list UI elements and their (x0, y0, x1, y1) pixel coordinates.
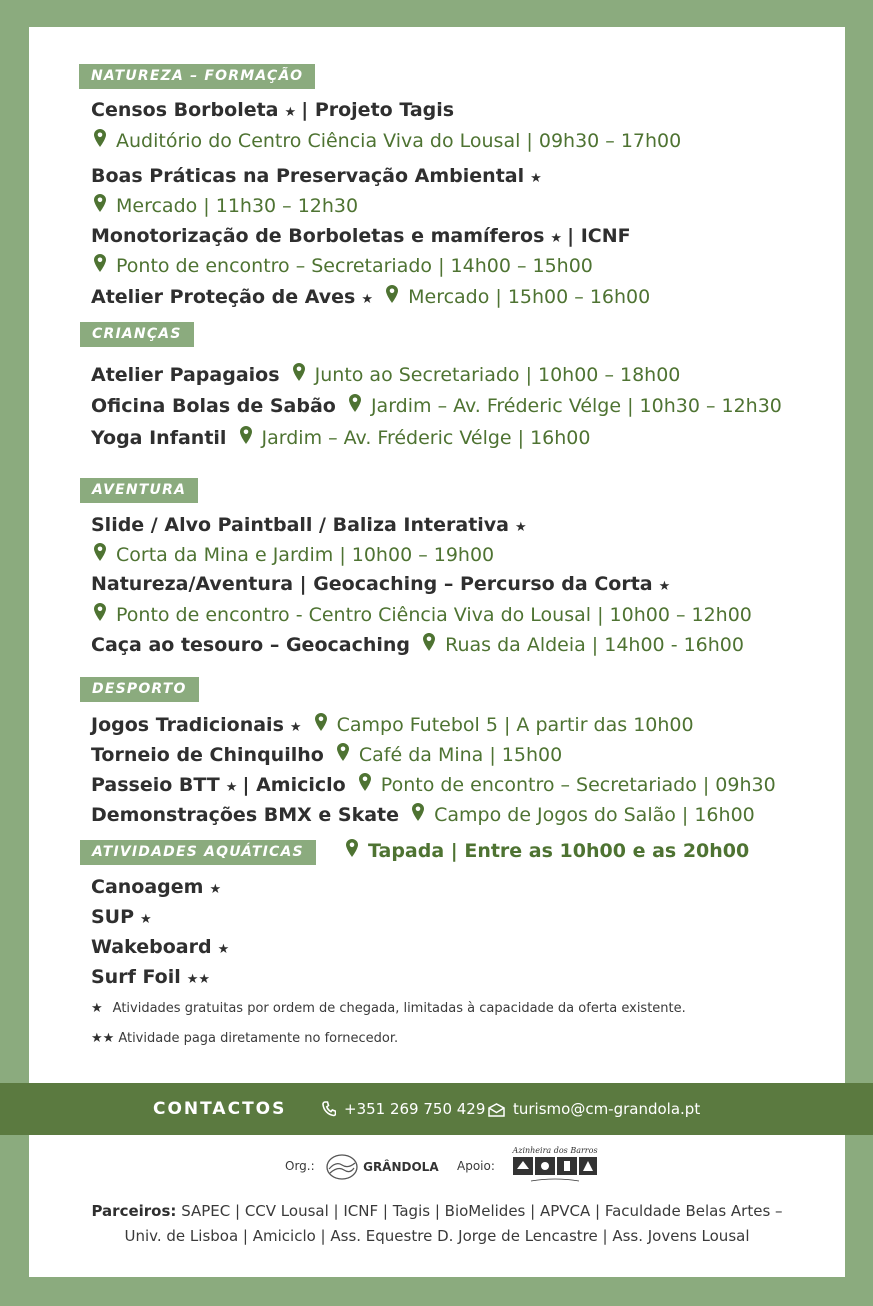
activity-row (91, 633, 744, 656)
activity-row (91, 165, 542, 187)
activity-location-row (346, 839, 749, 862)
envelope-icon (488, 1100, 513, 1118)
activity-row (91, 936, 229, 958)
star-icon: ★ (658, 579, 671, 594)
activity-title: Torneio de Chinquilho (91, 744, 324, 766)
activity-row (91, 285, 650, 308)
star-icon: ★ (361, 292, 374, 307)
map-pin-icon (423, 633, 437, 653)
activity-title: Surf Foil (91, 966, 181, 988)
partners-list: Univ. de Lisboa | Amiciclo | Ass. Equestre D. Jorge de Lencastre | Ass. Jovens Lousal (124, 1227, 750, 1245)
activity-title: Atelier Papagaios (91, 364, 280, 386)
map-pin-icon (337, 743, 351, 763)
apoio-label: Apoio: (457, 1159, 495, 1173)
activity-title: Jogos Tradicionais (91, 714, 284, 736)
star-icon: ★ (289, 720, 302, 735)
star-icon: ★★ (91, 1031, 115, 1046)
star-icon: ★ (217, 942, 230, 957)
map-pin-icon (293, 363, 307, 383)
activity-location-row (94, 543, 494, 566)
activity-location-row (94, 129, 681, 152)
contacts-label: CONTACTOS (153, 1099, 287, 1119)
footnote-text: Atividade paga diretamente no fornecedor. (118, 1031, 399, 1046)
star-icon: ★ (225, 780, 238, 795)
star-icon: ★ (530, 171, 542, 186)
activity-organizer: | Amiciclo (242, 774, 346, 796)
star-icon: ★ (209, 882, 222, 897)
activity-title: Atelier Proteção de Aves (91, 286, 356, 308)
activity-title: Boas Práticas na Preservação Ambiental (91, 165, 525, 187)
section-tag-desporto: DESPORTO (80, 677, 199, 702)
activity-row (91, 743, 562, 766)
activity-row (91, 514, 527, 536)
activity-location: Jardim – Av. Fréderic Vélge | 16h00 (261, 427, 591, 449)
activity-title: Caça ao tesouro – Geocaching (91, 634, 411, 656)
activity-row (91, 394, 782, 417)
partners-line-1 (29, 1199, 845, 1224)
phone-contact[interactable] (322, 1097, 485, 1121)
section-tag-aquaticas: ATIVIDADES AQUÁTICAS (80, 840, 316, 865)
map-pin-icon (94, 254, 108, 274)
star-icon: ★★ (186, 972, 211, 987)
activity-location-row (94, 194, 358, 217)
map-pin-icon (412, 803, 426, 823)
activity-title: Demonstrações BMX e Skate (91, 804, 400, 826)
activity-title: Slide / Alvo Paintball / Baliza Interativa (91, 514, 509, 536)
activity-title: Canoagem (91, 876, 204, 898)
star-icon: ★ (284, 105, 297, 120)
section-tag-natureza: NATUREZA – FORMAÇÃO (79, 64, 315, 89)
email-contact[interactable] (488, 1097, 700, 1121)
email-address: turismo@cm-grandola.pt (513, 1100, 701, 1118)
activity-row (91, 573, 670, 595)
activity-title: Monotorização de Borboletas e mamíferos (91, 225, 545, 247)
star-icon: ★ (140, 912, 152, 927)
phone-icon (322, 1100, 344, 1118)
org-label: Org.: (285, 1159, 315, 1173)
map-pin-icon (94, 194, 108, 214)
partners-list: SAPEC | CCV Lousal | ICNF | Tagis | BioMelides | APVCA | Faculdade Belas Artes – (181, 1202, 783, 1220)
phone-number: +351 269 750 429 (344, 1100, 486, 1118)
activity-organizer: | ICNF (567, 225, 631, 247)
activity-row (91, 773, 776, 796)
map-pin-icon (315, 713, 329, 733)
map-pin-icon (94, 603, 108, 623)
azinheira-logo (511, 1146, 599, 1192)
footnote-free (91, 1001, 686, 1016)
activity-location-row (94, 603, 752, 626)
activity-title: Oficina Bolas de Sabão (91, 395, 336, 417)
activity-location: Campo Futebol 5 | A partir das 10h00 (336, 714, 694, 736)
activity-row (91, 99, 454, 121)
activity-location: Ponto de encontro – Secretariado | 09h30 (380, 774, 776, 796)
activity-location: Ponto de encontro – Secretariado | 14h00 – 15h00 (116, 255, 593, 277)
activity-location: Corta da Mina e Jardim | 10h00 – 19h00 (116, 544, 495, 566)
partners-line-2 (29, 1224, 845, 1249)
activity-title: Natureza/Aventura | Geocaching – Percurso da Corta (91, 573, 653, 595)
activity-location: Jardim – Av. Fréderic Vélge | 10h30 – 12h30 (370, 395, 782, 417)
map-pin-icon (94, 543, 108, 563)
activity-location: Tapada | Entre as 10h00 e as 20h00 (368, 840, 750, 862)
activity-row (91, 803, 755, 826)
azinheira-logo-text: Azinheira dos Barros (512, 1146, 598, 1155)
activity-location: Auditório do Centro Ciência Viva do Lousal | 09h30 – 17h00 (116, 130, 682, 152)
star-icon: ★ (515, 520, 527, 535)
activity-location: Ruas da Aldeia | 14h00 - 16h00 (445, 634, 744, 656)
activity-location: Mercado | 11h30 – 12h30 (116, 195, 359, 217)
activity-title: SUP (91, 906, 135, 928)
contacts-band (0, 1083, 873, 1135)
grandola-logo (326, 1152, 439, 1182)
activity-row (91, 713, 694, 736)
section-tag-aventura: AVENTURA (80, 478, 198, 503)
map-pin-icon (359, 773, 373, 793)
activity-row (91, 966, 210, 988)
activity-location: Café da Mina | 15h00 (358, 744, 563, 766)
map-pin-icon (349, 394, 363, 414)
activity-row (91, 876, 221, 898)
activity-title: Censos Borboleta (91, 99, 279, 121)
footnote-text: Atividades gratuitas por ordem de chegada, limitadas à capacidade da oferta existente. (112, 1001, 686, 1016)
activity-row (91, 426, 590, 449)
section-tag-criancas: CRIANÇAS (80, 322, 194, 347)
grandola-logo-text: GRÂNDOLA (363, 1160, 439, 1174)
activity-location: Mercado | 15h00 – 16h00 (408, 286, 651, 308)
map-pin-icon (240, 426, 254, 446)
activity-title: Yoga Infantil (91, 427, 227, 449)
map-pin-icon (386, 285, 400, 305)
activity-title: Wakeboard (91, 936, 212, 958)
activity-location: Junto ao Secretariado | 10h00 – 18h00 (314, 364, 681, 386)
activity-organizer: | Projeto Tagis (301, 99, 455, 121)
star-icon: ★ (91, 1001, 103, 1016)
map-pin-icon (94, 129, 108, 149)
activity-row (91, 225, 631, 247)
activity-title: Passeio BTT (91, 774, 220, 796)
activity-location: Ponto de encontro - Centro Ciência Viva do Lousal | 10h00 – 12h00 (116, 604, 752, 626)
activity-row (91, 906, 152, 928)
map-pin-icon (346, 839, 360, 859)
partners-label: Parceiros: (91, 1202, 177, 1220)
footnote-paid (91, 1031, 398, 1046)
star-icon: ★ (550, 231, 563, 246)
activity-row (91, 363, 680, 386)
activity-location-row (94, 254, 593, 277)
activity-location: Campo de Jogos do Salão | 16h00 (434, 804, 755, 826)
